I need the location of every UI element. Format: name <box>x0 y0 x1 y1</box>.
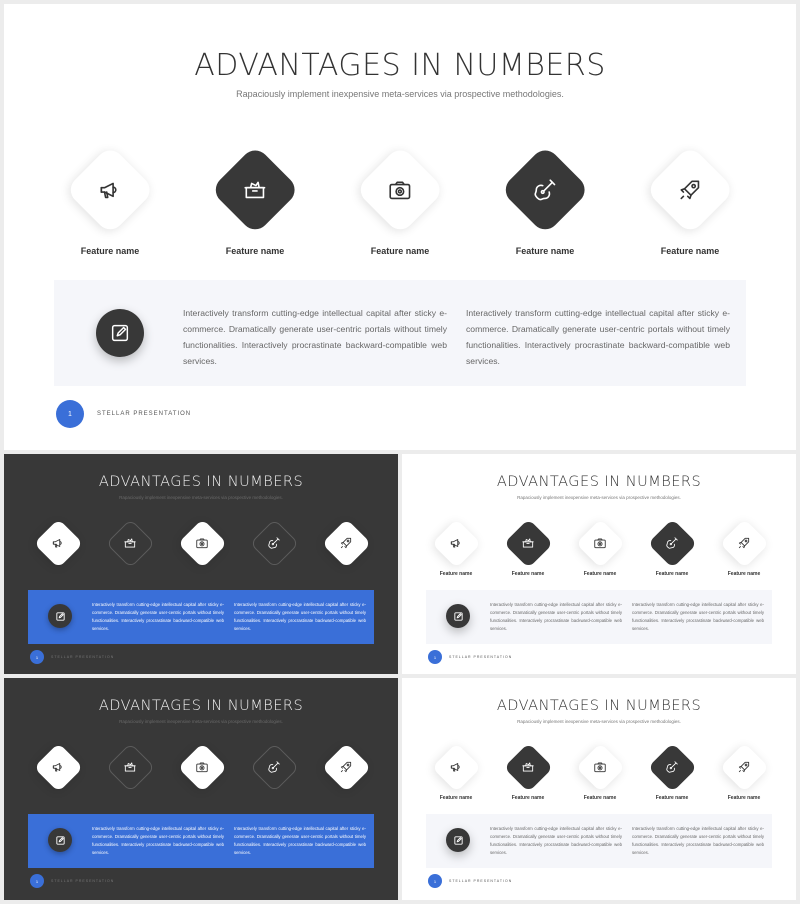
slide-thumb-light-1[interactable] <box>402 454 796 674</box>
slide-thumb-light-2[interactable] <box>402 678 796 900</box>
feature-3[interactable] <box>575 742 625 809</box>
edit-icon[interactable] <box>96 309 144 357</box>
rocket-icon <box>737 760 751 774</box>
panel-text-left: Interactively transform cutting-edge intellectual capital after sticky e-commerce. Dramatically generate user-centric portals without timely functionalities. Interactively procrastinate backward-compatible web services. <box>92 602 224 631</box>
slide-subtitle: Rapaciously implement inexpensive meta-services via prospective methodologies. <box>119 719 283 724</box>
description-panel <box>426 590 772 644</box>
page-number: 1 <box>30 650 44 664</box>
slide-title: ADVANTAGES IN NUMBERS <box>98 698 304 714</box>
feature-5[interactable] <box>644 144 736 260</box>
feature-name: Feature name <box>583 795 617 801</box>
rocket-icon <box>339 536 353 550</box>
feature-2[interactable] <box>105 518 155 585</box>
feature-name: Feature name <box>511 795 545 801</box>
footer-label: STELLAR PRESENTATION <box>97 411 192 417</box>
description-panel <box>28 814 374 868</box>
slide-subtitle: Rapaciously implement inexpensive meta-services via prospective methodologies. <box>517 495 681 500</box>
megaphone-icon <box>97 177 123 203</box>
edit-icon[interactable] <box>48 604 72 628</box>
box-icon <box>521 536 535 550</box>
feature-3[interactable] <box>177 518 227 585</box>
panel-text-right: Interactively transform cutting-edge intellectual capital after sticky e-commerce. Dramatically generate user-centric portals without timely functionalities. Interactively procrastinate backward-compatible web services. <box>632 602 764 631</box>
guitar-icon <box>267 760 281 774</box>
feature-2[interactable] <box>209 144 301 260</box>
feature-5[interactable] <box>321 518 371 585</box>
slide-subtitle: Rapaciously implement inexpensive meta-services via prospective methodologies. <box>119 495 283 500</box>
edit-icon[interactable] <box>446 828 470 852</box>
description-panel <box>28 590 374 644</box>
description-panel <box>426 814 772 868</box>
page-number: 1 <box>428 874 442 888</box>
panel-text-left: Interactively transform cutting-edge intellectual capital after sticky e-commerce. Dramatically generate user-centric portals without timely functionalities. Interactively procrastinate backward-compatible web services. <box>490 602 622 631</box>
slide-title: ADVANTAGES IN NUMBERS <box>496 698 702 714</box>
rocket-icon <box>677 177 703 203</box>
feature-5[interactable] <box>321 742 371 809</box>
feature-name: Feature name <box>655 795 689 801</box>
box-icon <box>123 536 137 550</box>
feature-2[interactable] <box>105 742 155 809</box>
feature-4[interactable] <box>647 518 697 585</box>
panel-text-left: Interactively transform cutting-edge intellectual capital after sticky e-commerce. Dramatically generate user-centric portals without timely functionalities. Interactively procrastinate backward-compatible web services. <box>92 826 224 855</box>
slide-thumb-dark-1[interactable] <box>4 454 398 674</box>
panel-text-left: Interactively transform cutting-edge intellectual capital after sticky e-commerce. Dramatically generate user-centric portals without timely functionalities. Interactively procrastinate backward-compatible web services. <box>183 308 447 366</box>
rocket-icon <box>339 760 353 774</box>
feature-3[interactable] <box>354 144 446 260</box>
box-icon <box>242 177 268 203</box>
feature-2[interactable] <box>503 742 553 809</box>
feature-3[interactable] <box>177 742 227 809</box>
feature-1[interactable] <box>431 518 481 585</box>
camera-icon <box>593 536 607 550</box>
feature-4[interactable] <box>647 742 697 809</box>
panel-text-right: Interactively transform cutting-edge intellectual capital after sticky e-commerce. Dramatically generate user-centric portals without timely functionalities. Interactively procrastinate backward-compatible web services. <box>466 308 730 366</box>
panel-text-right: Interactively transform cutting-edge intellectual capital after sticky e-commerce. Dramatically generate user-centric portals without timely functionalities. Interactively procrastinate backward-compatible web services. <box>632 826 764 855</box>
feature-name: Feature name <box>225 246 285 256</box>
feature-name: Feature name <box>583 571 617 577</box>
panel-text-right: Interactively transform cutting-edge intellectual capital after sticky e-commerce. Dramatically generate user-centric portals without timely functionalities. Interactively procrastinate backward-compatible web services. <box>234 826 366 855</box>
feature-name: Feature name <box>660 246 720 256</box>
feature-name: Feature name <box>727 571 761 577</box>
footer-label: STELLAR PRESENTATION <box>51 879 115 883</box>
slide-title: ADVANTAGES IN NUMBERS <box>496 474 702 490</box>
feature-5[interactable] <box>719 742 769 809</box>
feature-2[interactable] <box>503 518 553 585</box>
feature-1[interactable] <box>431 742 481 809</box>
edit-icon[interactable] <box>48 828 72 852</box>
panel-text-right: Interactively transform cutting-edge intellectual capital after sticky e-commerce. Dramatically generate user-centric portals without timely functionalities. Interactively procrastinate backward-compatible web services. <box>234 602 366 631</box>
edit-icon[interactable] <box>446 604 470 628</box>
camera-icon <box>195 536 209 550</box>
feature-4[interactable] <box>249 518 299 585</box>
feature-name: Feature name <box>439 795 473 801</box>
feature-name: Feature name <box>511 571 545 577</box>
rocket-icon <box>737 536 751 550</box>
footer-label: STELLAR PRESENTATION <box>51 655 115 659</box>
feature-1[interactable] <box>64 144 156 260</box>
camera-icon <box>387 177 413 203</box>
box-icon <box>521 760 535 774</box>
page-number: 1 <box>30 874 44 888</box>
page-number: 1 <box>56 400 84 428</box>
feature-4[interactable] <box>499 144 591 260</box>
feature-4[interactable] <box>249 742 299 809</box>
footer-label: STELLAR PRESENTATION <box>449 879 513 883</box>
feature-name: Feature name <box>80 246 140 256</box>
panel-text-left: Interactively transform cutting-edge intellectual capital after sticky e-commerce. Dramatically generate user-centric portals without timely functionalities. Interactively procrastinate backward-compatible web services. <box>490 826 622 855</box>
megaphone-icon <box>449 536 463 550</box>
description-panel <box>54 280 746 386</box>
slide-thumb-dark-2[interactable] <box>4 678 398 900</box>
feature-name: Feature name <box>655 571 689 577</box>
camera-icon <box>593 760 607 774</box>
guitar-icon <box>532 177 558 203</box>
slide-main <box>4 4 796 450</box>
camera-icon <box>195 760 209 774</box>
slide-subtitle: Rapaciously implement inexpensive meta-services via prospective methodologies. <box>517 719 681 724</box>
feature-3[interactable] <box>575 518 625 585</box>
feature-name: Feature name <box>439 571 473 577</box>
feature-name: Feature name <box>515 246 575 256</box>
feature-5[interactable] <box>719 518 769 585</box>
megaphone-icon <box>51 536 65 550</box>
guitar-icon <box>665 760 679 774</box>
feature-name: Feature name <box>727 795 761 801</box>
feature-1[interactable] <box>33 518 83 585</box>
megaphone-icon <box>449 760 463 774</box>
guitar-icon <box>267 536 281 550</box>
slide-title: ADVANTAGES IN NUMBERS <box>194 48 606 83</box>
slide-title: ADVANTAGES IN NUMBERS <box>98 474 304 490</box>
megaphone-icon <box>51 760 65 774</box>
feature-name: Feature name <box>370 246 430 256</box>
feature-1[interactable] <box>33 742 83 809</box>
page-number: 1 <box>428 650 442 664</box>
footer-label: STELLAR PRESENTATION <box>449 655 513 659</box>
box-icon <box>123 760 137 774</box>
slide-subtitle: Rapaciously implement inexpensive meta-services via prospective methodologies. <box>236 89 564 99</box>
guitar-icon <box>665 536 679 550</box>
